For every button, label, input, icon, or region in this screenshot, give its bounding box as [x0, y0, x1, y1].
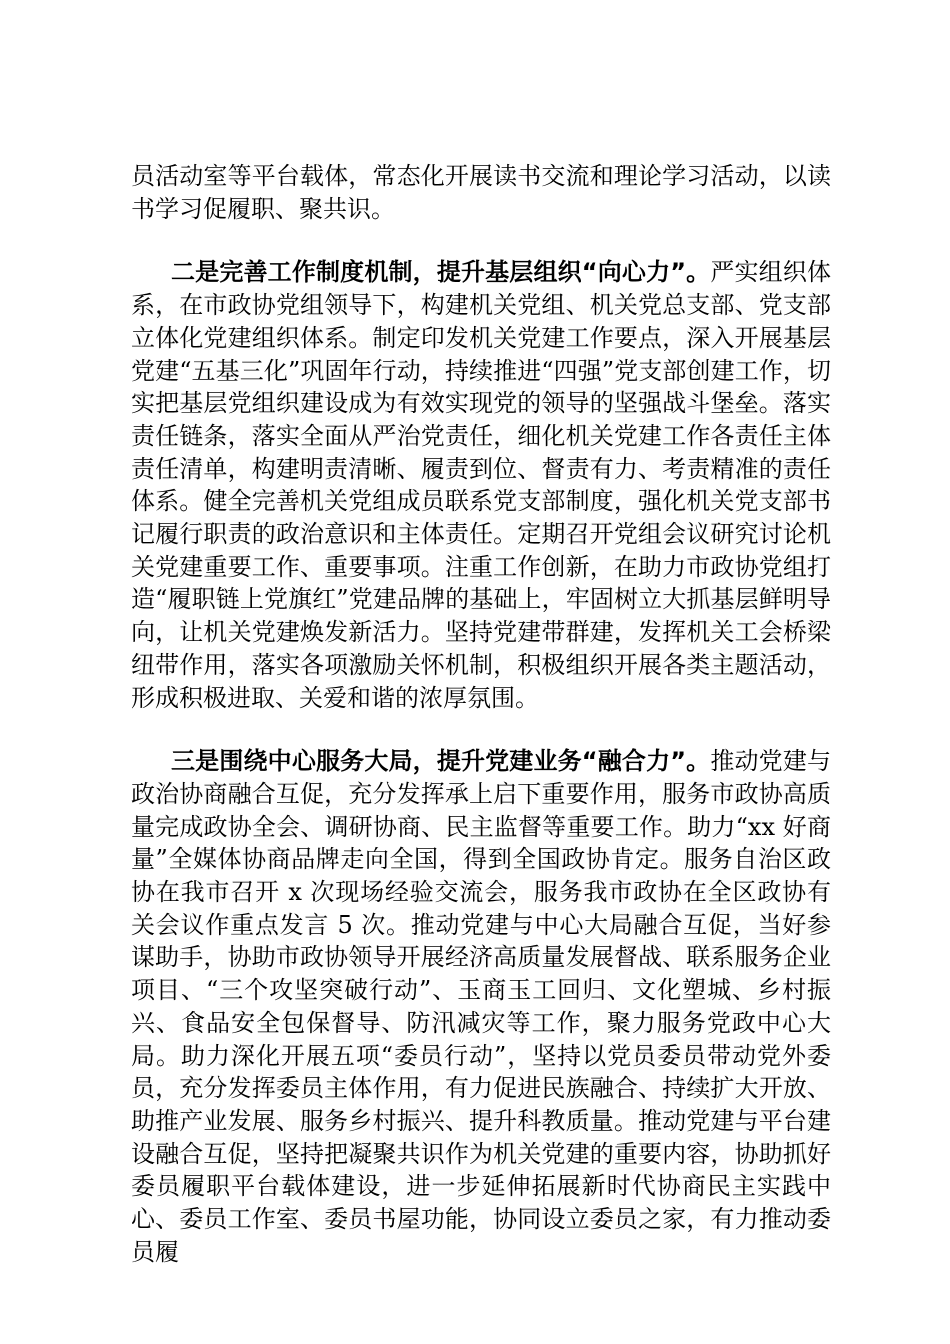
paragraph-heading: 三是围绕中心服务大局，提升党建业务“融合力”。 — [171, 747, 711, 776]
document-body — [131, 160, 831, 1269]
paragraph-text: 员活动室等平台载体，常态化开展读书交流和理论学习活动，以读书学习促履职、聚共识。 — [131, 162, 831, 223]
paragraph-continuation — [131, 160, 831, 225]
paragraph-three — [131, 745, 831, 1268]
paragraph-text: 推动党建与政治协商融合互促，充分发挥承上启下重要作用，服务市政协高质量完成政协全会、调研协商、民主监督等重要工作。助力“xx 好商量”全媒体协商品牌走向全国，得到全国政协肯定。服务自治区政协在我市召开 x 次现场经验交流会，服务我市政协在全区政协有关会议作重点发言 5 次。推动党建与中心大局融合互促，当好参谋助手，协助市政协领导开展经济高质量发展督战、联系服务企业项目、“三个攻坚突破行动”、玉商玉工回归、文化塑城、乡村振兴、食品安全包保督导、防汛减灾等工作，聚力服务党政中心大局。助力深化开展五项“委员行动”，坚持以党员委员带动党外委员，充分发挥委员主体作用，有力促进民族融合、持续扩大开放、助推产业发展、服务乡村振兴、提升科教质量。推动党建与平台建设融合互促，坚持把凝聚共识作为机关党建的重要内容，协助抓好委员履职平台载体建设，进一步延伸拓展新时代协商民主实践中心、委员工作室、委员书屋功能，协同设立委员之家，有力推动委员履 — [131, 747, 832, 1266]
paragraph-spacer — [131, 225, 831, 256]
paragraph-two — [131, 256, 831, 714]
paragraph-spacer — [131, 714, 831, 745]
paragraph-text: 严实组织体系，在市政协党组领导下，构建机关党组、机关党总支部、党支部立体化党建组织体系。制定印发机关党建工作要点，深入开展基层党建“五基三化”巩固年行动，持续推进“四强”党支部创建工作，切实把基层党组织建设成为有效实现党的领导的坚强战斗堡垒。落实责任链条，落实全面从严治党责任，细化机关党建工作各责任主体责任清单，构建明责清晰、履责到位、督责有力、考责精准的责任体系。健全完善机关党组成员联系党支部制度，强化机关党支部书记履行职责的政治意识和主体责任。定期召开党组会议研究讨论机关党建重要工作、重要事项。注重工作创新，在助力市政协党组打造“履职链上党旗红”党建品牌的基础上，牢固树立大抓基层鲜明导向，让机关党建焕发新活力。坚持党建带群建，发挥机关工会桥梁纽带作用，落实各项激励关怀机制，积极组织开展各类主题活动，形成积极进取、关爱和谐的浓厚氛围。 — [131, 258, 832, 712]
paragraph-heading: 二是完善工作制度机制，提升基层组织“向心力”。 — [171, 258, 711, 287]
